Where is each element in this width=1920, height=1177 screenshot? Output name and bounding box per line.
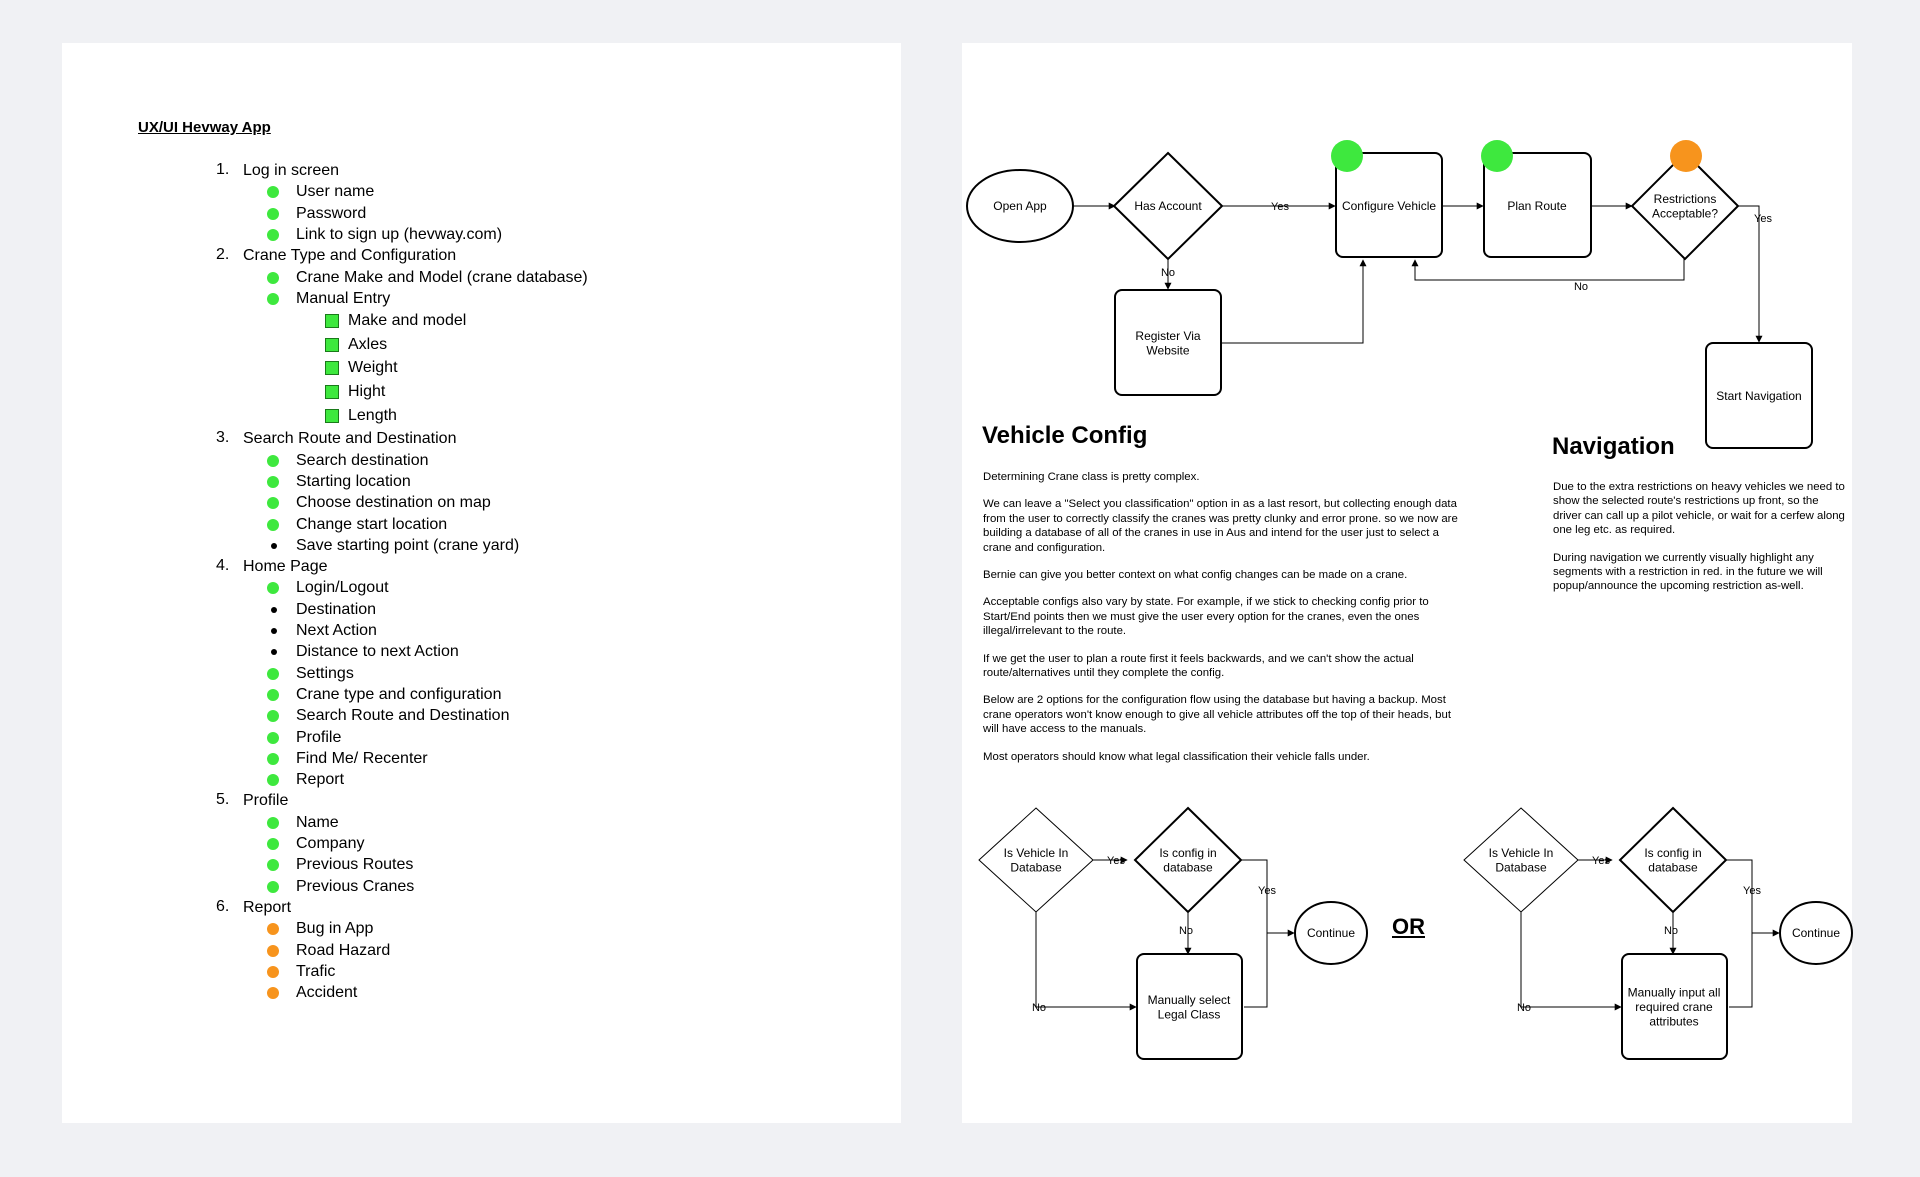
paragraph: If we get the user to plan a route first it feels backwards, and we can't show the actual route/alternatives until they complete the config. <box>983 652 1414 680</box>
section-number: 4. <box>216 557 230 575</box>
vehicle-in-database-label: Database <box>1010 860 1062 875</box>
paragraph: Due to the extra restrictions on heavy vehicles we need to show the selected route's restrictions up front, so the driver can call up a pilot vehicle, or wait for a cerfew along one leg etc. as required. <box>1553 481 1845 537</box>
restrictions-label: Restrictions <box>1653 191 1717 206</box>
manual-entry-label: Manually select <box>1147 992 1231 1007</box>
edge-label: No <box>1160 267 1176 279</box>
or-label: OR <box>1392 914 1425 939</box>
start-navigation-label: Start Navigation <box>1716 389 1802 403</box>
sub-list-item: Make and model <box>348 311 467 329</box>
list-item: Crane Make and Model (crane database) <box>296 268 588 286</box>
list-item: Previous Routes <box>296 856 414 874</box>
list-item: Accident <box>296 984 358 1002</box>
list-item: Find Me/ Recenter <box>296 749 428 767</box>
restrictions-label: Acceptable? <box>1651 206 1719 221</box>
paragraph: During navigation we currently visually highlight any segments with a restriction in red. in the future we will popup/announce the upcoming restriction as-well. <box>1553 551 1823 593</box>
edge-database-no <box>1036 912 1136 1007</box>
register-label: Register Via <box>1135 328 1201 343</box>
paragraph: Below are 2 options for the configuration flow using the database but having a backup. Most crane operators won't know enough to give all vehicle attributes off the top of their heads, but will have access to the manuals. <box>983 694 1452 736</box>
sub-list-item: Length <box>348 406 397 424</box>
config-in-database-label: database <box>1648 860 1698 875</box>
manual-entry-label: Manually input all <box>1627 985 1721 1000</box>
section-number: 2. <box>216 246 230 264</box>
has-account-label: Has Account <box>1134 199 1202 213</box>
continue-label: Continue <box>1791 926 1841 940</box>
status-dot-icon <box>1331 140 1363 172</box>
section-label: Profile <box>243 792 289 810</box>
list-item: Trafic <box>296 962 336 980</box>
section-number: 1. <box>216 161 230 178</box>
document-title: UX/UI Hevway App <box>138 119 271 136</box>
vehicle-in-database-label: Database <box>1495 860 1547 875</box>
sub-list-item: Weight <box>348 359 398 377</box>
list-item: Distance to next Action <box>296 643 459 661</box>
paragraph: We can leave a "Select you classification" option in as a last resort, but collecting enough data from the user to correctly classify the cranes was pretty clunky and error prone. so we now are building a database of all of the cranes in use in Aus and intend for the user just to select a crane and configuration. <box>983 498 1458 554</box>
vehicle-config-title: Vehicle Config <box>982 422 1148 449</box>
list-item: Starting location <box>296 472 411 490</box>
edge-label: No <box>1031 1002 1047 1014</box>
section-number: 3. <box>216 429 230 447</box>
paragraph: Acceptable configs also vary by state. For example, if we stick to checking config prior to Start/End points then we must give the user every option for the cranes, even the ones illegal/irrelevant to the route. <box>983 596 1429 638</box>
status-dot-icon <box>1481 140 1513 172</box>
navigation-title: Navigation <box>1552 433 1675 460</box>
sub-list-item: Hight <box>348 382 386 400</box>
open-app-label: Open App <box>993 199 1047 213</box>
manual-entry-label: attributes <box>1649 1014 1699 1029</box>
list-item: Name <box>296 813 339 831</box>
list-item: Login/Logout <box>296 579 389 597</box>
edge-config-yes <box>1726 860 1752 1007</box>
list-item: Crane type and configuration <box>296 685 502 703</box>
edge-label: Yes <box>1258 885 1276 897</box>
vehicle-in-database-label: Is Vehicle In <box>1488 845 1554 860</box>
list-item: Road Hazard <box>296 941 391 959</box>
status-dot-icon <box>1670 140 1702 172</box>
list-item: Save starting point (crane yard) <box>296 536 520 554</box>
list-item: Bug in App <box>296 920 374 938</box>
edge-label: No <box>1573 281 1589 293</box>
list-item: Destination <box>296 600 377 618</box>
list-item: Link to sign up (hevway.com) <box>296 225 503 243</box>
section-number: 5. <box>216 791 230 809</box>
sub-list-item: Axles <box>348 335 388 353</box>
list-item: Next Action <box>296 622 377 639</box>
navigation-text <box>1553 480 1848 607</box>
edge-config-yes <box>1241 860 1267 1007</box>
list-item: Search Route and Destination <box>296 707 510 725</box>
section-label: Home Page <box>243 558 328 576</box>
config-in-database-label: Is config in <box>1644 845 1702 860</box>
register-label: Website <box>1146 343 1190 358</box>
paragraph: Determining Crane class is pretty complex. <box>983 471 1200 483</box>
edge-register-to-configure <box>1222 260 1363 343</box>
config-in-database-label: Is config in <box>1159 845 1217 860</box>
edge-label: Yes <box>1743 885 1761 897</box>
list-item: Settings <box>296 664 354 682</box>
edge-label: Yes <box>1107 855 1125 867</box>
list-item: Search destination <box>296 451 429 469</box>
edge-restrictions-no <box>1415 256 1684 280</box>
section-number: 6. <box>216 897 230 915</box>
edge-label: Yes <box>1754 213 1772 225</box>
list-item: Choose destination on map <box>296 494 491 512</box>
vehicle-in-database-label: Is Vehicle In <box>1003 845 1069 860</box>
paragraph: Most operators should know what legal classification their vehicle falls under. <box>983 750 1370 763</box>
continue-label: Continue <box>1306 926 1356 940</box>
section-label: Report <box>243 898 292 916</box>
configure-vehicle-label: Configure Vehicle <box>1341 199 1437 213</box>
list-item: Company <box>296 835 365 852</box>
manual-entry-label: Legal Class <box>1157 1007 1221 1022</box>
config-in-database-label: database <box>1163 860 1213 875</box>
plan-route-label: Plan Route <box>1507 199 1567 213</box>
paragraph: Bernie can give you better context on what config changes can be made on a crane. <box>983 569 1408 582</box>
manual-entry-label: required crane <box>1635 1000 1713 1014</box>
edge-label: Yes <box>1271 201 1289 213</box>
list-item: Previous Cranes <box>296 877 415 895</box>
edge-label: Yes <box>1592 855 1610 867</box>
list-item: Manual Entry <box>296 289 391 307</box>
section-label: Log in screen <box>243 162 340 179</box>
list-item: Password <box>296 204 367 222</box>
edge-label: No <box>1516 1002 1532 1014</box>
edge-label: No <box>1663 925 1679 937</box>
list-item: Report <box>296 771 345 789</box>
vehicle-config-text <box>983 470 1463 777</box>
list-item: Change start location <box>296 515 448 533</box>
section-label: Search Route and Destination <box>243 430 457 448</box>
list-item: User name <box>296 183 375 201</box>
section-label: Crane Type and Configuration <box>243 247 457 265</box>
edge-label: No <box>1178 925 1194 937</box>
list-item: Profile <box>296 728 342 746</box>
edge-restrictions-yes <box>1738 206 1759 342</box>
edge-database-no <box>1521 912 1621 1007</box>
